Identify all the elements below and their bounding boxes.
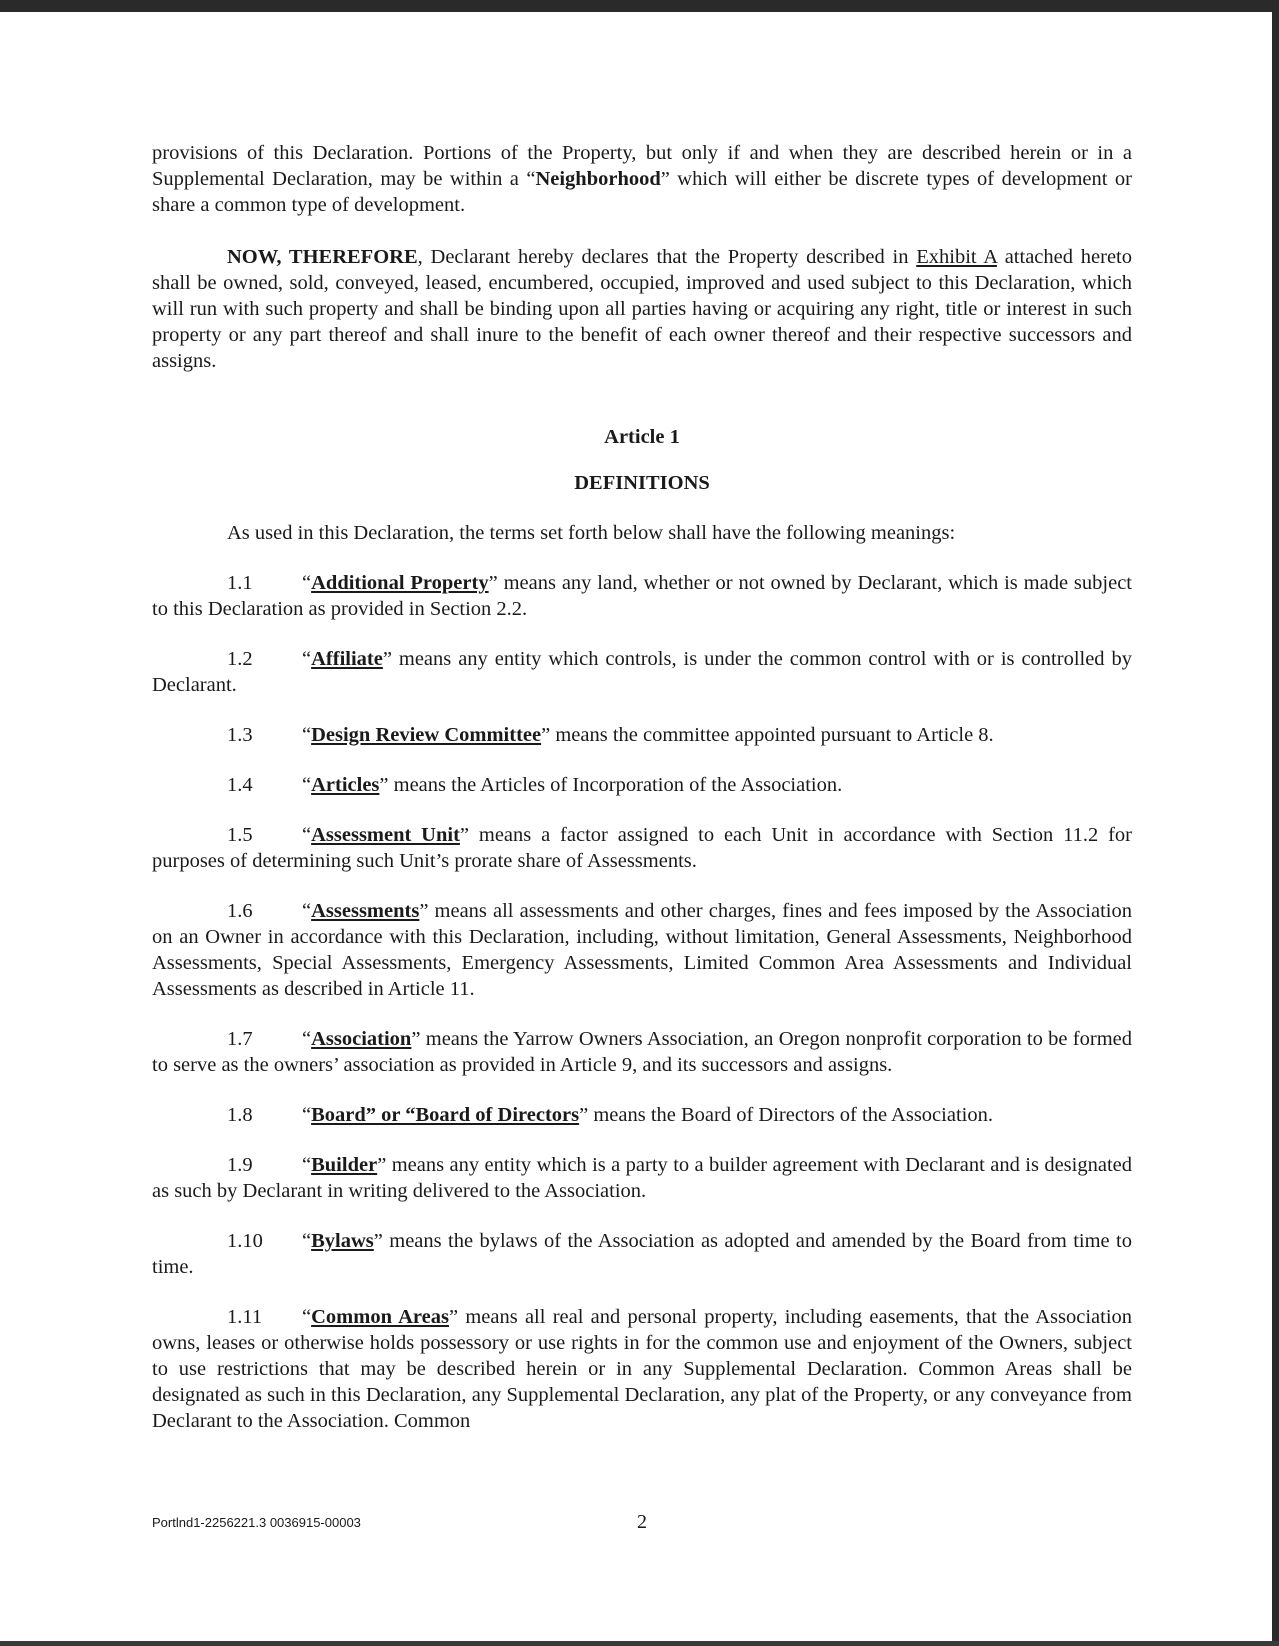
definition-item: 1.6 “Assessments” means all assessments and other charges, fines and fees imposed by the Association on an Owner in accordance with this Declaration, including, without limitation, General Assessments, Neighborhood Assessments, Special Assessments, Emergency Assessments, Limited Common Area Assessments and Individual Assessments as described in Article 11. bbox=[152, 900, 1132, 1000]
intro-paragraph-2 bbox=[152, 244, 1132, 374]
definition-text: ” means the Yarrow Owners Association, an Oregon nonprofit corporation to be formed to serve as the owners’ association as provided in Article 9, and its successors and assigns. bbox=[152, 1028, 1132, 1076]
definition-number: 1.5 bbox=[227, 824, 253, 846]
definition-term: Affiliate bbox=[311, 648, 383, 670]
definition-text: ” means a factor assigned to each Unit in accordance with Section 11.2 for purposes of determining such Unit’s prorate share of Assessments. bbox=[152, 824, 1132, 872]
definition-item: 1.2 “Affiliate” means any entity which controls, is under the common control with or is controlled by Declarant. bbox=[152, 648, 1132, 696]
definition-text: ” means the Articles of Incorporation of the Association. bbox=[379, 774, 843, 796]
definition-term: Association bbox=[311, 1028, 412, 1050]
definition-term: Articles bbox=[311, 774, 380, 796]
definition-text: ” means any entity which is a party to a builder agreement with Declarant and is designated as such by Declarant in writing delivered to the Association. bbox=[152, 1154, 1132, 1202]
scan-edge-right bbox=[1272, 0, 1279, 1646]
page-number: 2 bbox=[637, 1511, 647, 1533]
definition-item: 1.7 “Association” means the Yarrow Owners Association, an Oregon nonprofit corporation to be formed to serve as the owners’ association as provided in Article 9, and its successors and assigns. bbox=[152, 1028, 1132, 1076]
definition-number: 1.6 bbox=[227, 900, 253, 922]
article-subtitle: DEFINITIONS bbox=[574, 472, 710, 494]
now-therefore-term: NOW, THEREFORE bbox=[227, 246, 418, 268]
definition-text: ” means the committee appointed pursuant to Article 8. bbox=[541, 724, 994, 746]
definition-item: 1.5 “Assessment Unit” means a factor assigned to each Unit in accordance with Section 11.2 for purposes of determining such Unit’s prorate share of Assessments. bbox=[152, 824, 1132, 872]
intro-paragraph-1 bbox=[152, 140, 1132, 218]
definition-number: 1.8 bbox=[227, 1104, 253, 1126]
definition-number: 1.1 bbox=[227, 572, 253, 594]
page-footer bbox=[152, 1511, 1132, 1535]
definition-term: Board” or “Board of Directors bbox=[311, 1104, 580, 1126]
definition-item: 1.4 “Articles” means the Articles of Incorporation of the Association. bbox=[227, 774, 843, 796]
definition-number: 1.11 bbox=[227, 1306, 263, 1328]
intro-p2-text-b: attached hereto shall be owned, sold, conveyed, leased, encumbered, occupied, improved and used subject to this Declaration, which will run with such property and shall be binding upon all parties having or acquiring any right, title or interest in such property or any part thereof and shall inure to the benefit of each owner thereof and their respective successors and assigns. bbox=[152, 246, 1132, 372]
definition-item: 1.8 “Board” or “Board of Directors” means the Board of Directors of the Association. bbox=[227, 1104, 993, 1126]
definition-term: Assessment Unit bbox=[311, 824, 460, 846]
scan-edge-top bbox=[0, 0, 1279, 12]
definition-term: Builder bbox=[311, 1154, 378, 1176]
intro-p1-text-a: provisions of this Declaration. Portions of the Property, but only if and when they are described herein or in a Supplemental Declaration, may be within a “ bbox=[152, 142, 1132, 190]
definition-text: ” means the bylaws of the Association as adopted and amended by the Board from time to time. bbox=[152, 1230, 1132, 1278]
neighborhood-term: Neighborhood bbox=[535, 168, 661, 190]
definition-term: Design Review Committee bbox=[311, 724, 542, 746]
definition-term: Additional Property bbox=[311, 572, 489, 594]
scan-edge-bottom bbox=[0, 1641, 1279, 1646]
definition-item: 1.1 “Additional Property” means any land, whether or not owned by Declarant, which is made subject to this Declaration as provided in Section 2.2. bbox=[152, 572, 1132, 620]
definitions-lead: As used in this Declaration, the terms set forth below shall have the following meanings: bbox=[227, 522, 956, 544]
document-page bbox=[152, 140, 1132, 1458]
definition-text: ” means all real and personal property, including easements, that the Association owns, leases or otherwise holds possessory or use rights in for the common use and enjoyment of the Owners, subject to use restrictions that may be described herein or in any Supplemental Declaration. Common Areas shall be designated as such in this Declaration, any Supplemental Declaration, any plat of the Property, or any conveyance from Declarant to the Association. Common bbox=[152, 1306, 1133, 1432]
definition-number: 1.3 bbox=[227, 724, 253, 746]
definition-number: 1.9 bbox=[227, 1154, 253, 1176]
exhibit-a-reference: Exhibit A bbox=[916, 246, 997, 268]
intro-p1-text-b: ” which will either be discrete types of development or share a common type of development. bbox=[152, 168, 1133, 216]
definition-item: 1.9 “Builder” means any entity which is a party to a builder agreement with Declarant and is designated as such by Declarant in writing delivered to the Association. bbox=[152, 1154, 1132, 1202]
definition-item: 1.11 “Common Areas” means all real and personal property, including easements, that the Association owns, leases or otherwise holds possessory or use rights in for the common use and enjoyment of the Owners, subject to use restrictions that may be described herein or in any Supplemental Declaration. Common Areas shall be designated as such in this Declaration, any Supplemental Declaration, any plat of the Property, or any conveyance from Declarant to the Association. Common bbox=[152, 1306, 1133, 1432]
definition-text: ” means any entity which controls, is under the common control with or is controlled by Declarant. bbox=[152, 648, 1132, 696]
definitions-list bbox=[152, 570, 1132, 1434]
definition-text: ” means all assessments and other charges, fines and fees imposed by the Association on an Owner in accordance with this Declaration, including, without limitation, General Assessments, Neighborhood Assessments, Special Assessments, Emergency Assessments, Limited Common Area Assessments and Individual Assessments as described in Article 11. bbox=[152, 900, 1132, 1000]
definition-item: 1.10 “Bylaws” means the bylaws of the Association as adopted and amended by the Board from time to time. bbox=[152, 1230, 1132, 1278]
definition-number: 1.10 bbox=[227, 1230, 263, 1252]
definition-item: 1.3 “Design Review Committee” means the committee appointed pursuant to Article 8. bbox=[227, 724, 994, 746]
definition-term: Assessments bbox=[311, 900, 420, 922]
document-id: Portlnd1-2256221.3 0036915-00003 bbox=[152, 1515, 361, 1530]
definition-number: 1.4 bbox=[227, 774, 253, 796]
definition-term: Common Areas bbox=[311, 1306, 449, 1328]
intro-p2-text-a: , Declarant hereby declares that the Property described in bbox=[417, 246, 917, 268]
definition-text: ” means any land, whether or not owned by Declarant, which is made subject to this Declaration as provided in Section 2.2. bbox=[152, 572, 1132, 620]
definition-text: ” means the Board of Directors of the Association. bbox=[579, 1104, 993, 1126]
definition-number: 1.2 bbox=[227, 648, 253, 670]
definition-term: Bylaws bbox=[311, 1230, 374, 1252]
article-title: Article 1 bbox=[604, 426, 680, 448]
definition-number: 1.7 bbox=[227, 1028, 253, 1050]
